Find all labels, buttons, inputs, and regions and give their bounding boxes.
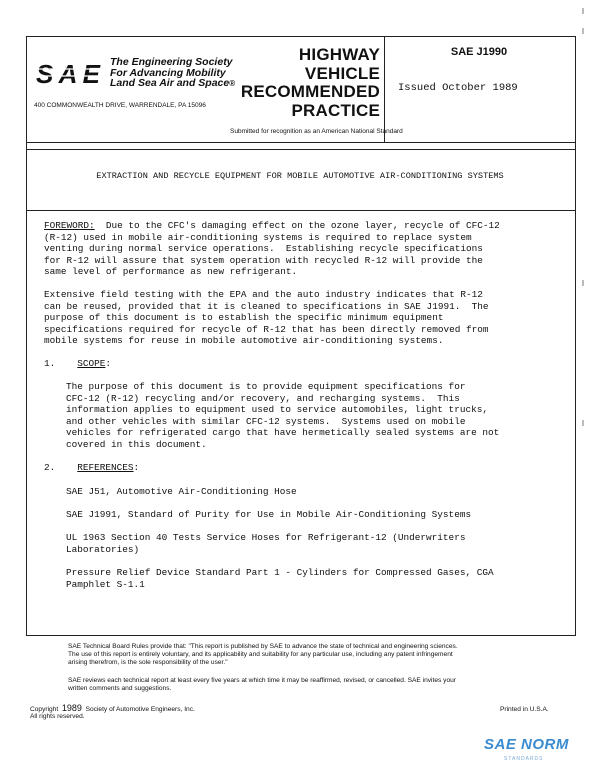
category-line-2: VEHICLE (304, 63, 380, 83)
scope-line-4: and other vehicles with similar CFC-12 systems. Systems used on mobile (66, 415, 466, 427)
category-line-4: PRACTICE (291, 100, 380, 120)
scan-mark (582, 8, 584, 14)
scope-colon: : (105, 358, 112, 369)
foreword-section (44, 220, 500, 278)
scope-line-6: covered in this document. (66, 438, 207, 450)
references-colon: : (133, 462, 140, 473)
reference-item: SAE J1991, Standard of Purity for Use in Mobile Air-Conditioning Systems (66, 509, 472, 520)
foreword-line-1-text: Due to the CFC's damaging effect on the ozone layer, recycle of CFC-12 (94, 220, 500, 231)
foreword-heading: FOREWORD: (44, 220, 95, 231)
scope-line-5: vehicles for refrigerated cargo that have hermetically sealed systems are not (66, 427, 500, 439)
society-line-3-text: Land Sea Air and Space (110, 77, 230, 89)
society-line-3 (110, 78, 235, 90)
society-line-1: The Engineering Society (110, 56, 233, 68)
foreword-line-5: same level of performance as new refrigerant. (44, 266, 298, 278)
reference-item-line-1: UL 1963 Section 40 Tests Service Hoses for Refrigerant-12 (Underwriters (66, 532, 466, 543)
rights-reserved: All rights reserved. (30, 713, 85, 720)
society-address: 400 COMMONWEALTH DRIVE, WARRENDALE, PA 15096 (34, 102, 206, 109)
foreword-line-4: for R-12 will assure that system operation with recycled R-12 will provide the (44, 254, 483, 266)
review-note (68, 677, 573, 693)
reference-item (66, 532, 465, 555)
rules-line-3: arising therefrom, is the sole responsibility of the user." (68, 659, 228, 667)
scope-line-3: information applies to equipment used to service automobiles, light trucks, (66, 404, 488, 416)
review-line-1: SAE reviews each technical report at least every five years at which time it may be reaffirmed, revised, or cancelled. SAE invites your (68, 677, 456, 684)
foreword-p2-line-5: mobile systems for reuse in mobile automotive air-conditioning systems. (44, 335, 444, 347)
references-number: 2. (44, 462, 56, 473)
foreword-line-3: venting during normal service operations. Establishing recycle specifications (44, 243, 483, 255)
category-line-3: RECOMMENDED (240, 82, 380, 101)
title-divider (26, 210, 576, 211)
scope-number: 1. (44, 358, 56, 369)
scope-title: SCOPE (77, 358, 106, 369)
watermark-sub: STANDARDS (504, 756, 544, 762)
ansi-submission-note: Submitted for recognition as an American National Standard (230, 128, 403, 135)
foreword-p2-line-4: specifications required for recycle of R-12 that has been directly removed from (44, 323, 489, 335)
sae-logo (34, 60, 104, 88)
printed-in: Printed in U.S.A. (500, 706, 549, 713)
header-divider (26, 142, 576, 143)
reference-item: SAE J51, Automotive Air-Conditioning Hose (66, 486, 297, 497)
copyright-org: Society of Automotive Engineers, Inc. (85, 706, 195, 713)
foreword-p2-line-1: Extensive field testing with the EPA and the auto industry indicates that R-12 (44, 289, 483, 300)
scan-mark (582, 420, 584, 426)
references-title: REFERENCES (77, 462, 134, 473)
scan-mark (582, 280, 584, 286)
registered-mark: ® (229, 79, 236, 88)
technical-board-rules (68, 643, 573, 668)
scope-heading (44, 358, 111, 370)
foreword-p2-line-2: can be reused, provided that it is cleaned to specifications in SAE J1991. The (44, 300, 489, 312)
issue-date: Issued October 1989 (398, 82, 518, 94)
foreword-paragraph-2 (44, 289, 488, 347)
sae-logo-text: SAE (36, 60, 100, 88)
scope-line-2: CFC-12 (R-12) recycling and/or recovery, and recharging systems. This (66, 392, 460, 404)
scope-line-1: The purpose of this document is to provide equipment specifications for (66, 381, 466, 392)
references-heading (44, 462, 139, 474)
foreword-p2-line-3: purpose of this document is to establish the specific minimum equipment (44, 312, 444, 324)
scope-body (66, 381, 499, 451)
header-divider-double (26, 149, 576, 150)
watermark-brand: SAE NORM (484, 736, 569, 753)
society-line-2: For Advancing Mobility (110, 66, 226, 79)
foreword-line-2: (R-12) used in mobile air-conditioning systems is required to replace system (44, 231, 472, 243)
sae-norm-watermark (484, 736, 596, 768)
document-category (232, 46, 380, 120)
copyright-label: Copyright (30, 706, 59, 713)
reference-item-line-1: Pressure Relief Device Standard Part 1 - Cylinders for Compressed Gases, CGA (66, 567, 494, 578)
document-number: SAE J1990 (450, 46, 508, 58)
rules-line-1: SAE Technical Board Rules provide that: "This report is published by SAE to advance the state of technical and engineering sciences. (68, 643, 458, 650)
document-title: EXTRACTION AND RECYCLE EQUIPMENT FOR MOBILE AUTOMOTIVE AIR-CONDITIONING SYSTEMS (96, 171, 504, 181)
category-line-1: HIGHWAY (298, 45, 380, 64)
scan-mark (582, 28, 584, 34)
society-name (110, 57, 235, 90)
foreword-line-1 (44, 220, 500, 232)
reference-item (66, 567, 494, 590)
copyright-year: 1989 (61, 703, 82, 713)
reference-item-line-2: Pamphlet S-1.1 (66, 578, 145, 590)
rules-line-2: The use of this report is entirely voluntary, and its applicability and suitability for any particular use, including any patent infringement (68, 651, 453, 659)
reference-item-line-2: Laboratories) (66, 543, 140, 555)
review-line-2: written comments and suggestions. (68, 685, 172, 693)
